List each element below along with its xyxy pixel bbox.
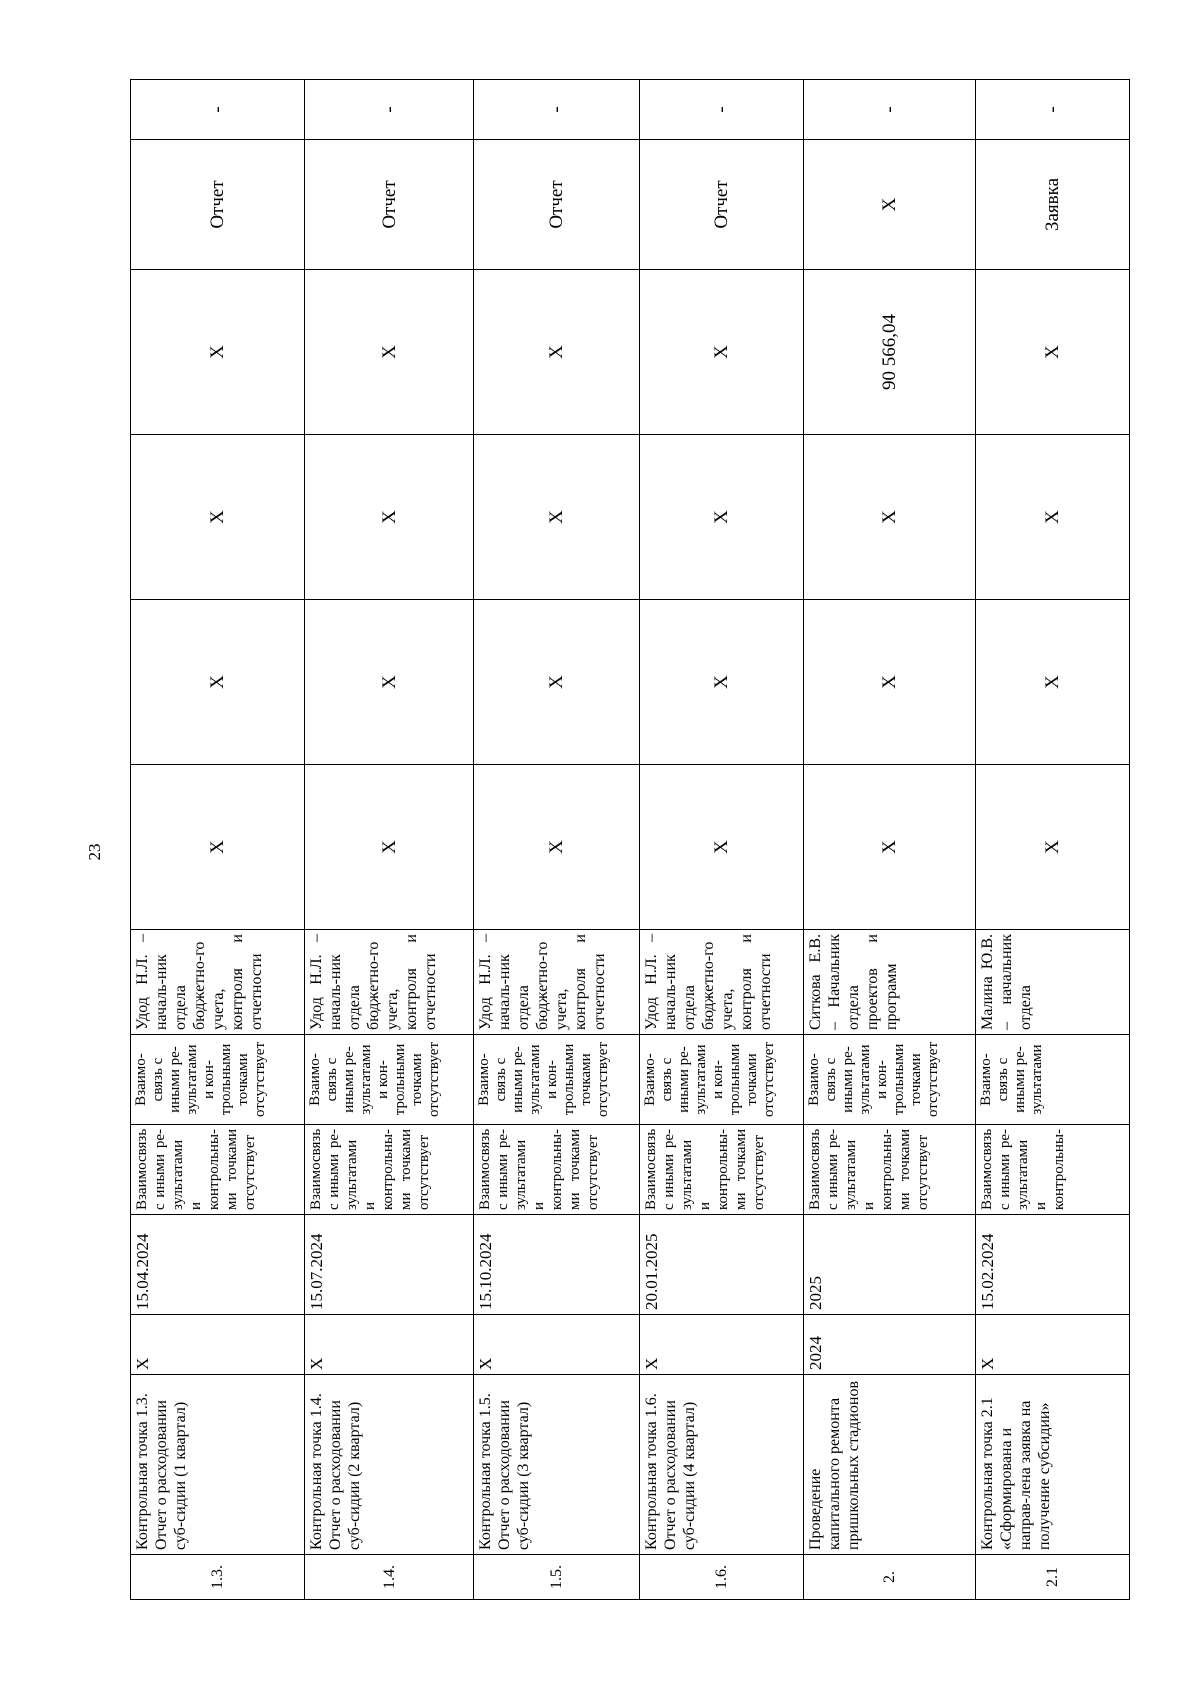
end-date: 2025: [804, 1215, 976, 1315]
page-number: 23: [85, 843, 104, 861]
last-column: -: [804, 80, 976, 140]
relationship-2: Взаимо-связь с иными ре-зультатами и кон-трольными точками отсутствует: [131, 1035, 305, 1125]
value-col-4: X: [976, 270, 1130, 435]
value-col-2: X: [976, 600, 1130, 765]
responsible-person: Удод Н.Л. – началь-ник отдела бюджетно-го учета, контроля и отчетности: [131, 930, 305, 1035]
table-row: [804, 80, 976, 1600]
row-name: Контрольная точка 2.1 «Сформирована и направ-лена заявка на получение субсидии»: [976, 1375, 1130, 1555]
value-col-4: X: [474, 270, 640, 435]
last-column: -: [976, 80, 1130, 140]
row-name: Контрольная точка 1.5. Отчет о расходовании суб-сидии (3 квартал): [474, 1375, 640, 1555]
relationship-1: Взаимосвязь с иными ре-зультатами и контрольны-ми точками отсутствует: [474, 1125, 640, 1215]
start-date: X: [976, 1315, 1130, 1375]
row-name: Контрольная точка 1.4. Отчет о расходовании суб-сидии (2 квартал): [305, 1375, 474, 1555]
start-date: X: [305, 1315, 474, 1375]
relationship-1: Взаимосвязь с иными ре-зультатами и контрольны-ми точками отсутствует: [804, 1125, 976, 1215]
responsible-person: Удод Н.Л. – началь-ник отдела бюджетно-го учета, контроля и отчетности: [305, 930, 474, 1035]
row-number: 1.3.: [131, 1555, 305, 1600]
value-col-3: X: [640, 435, 804, 600]
value-col-1: X: [976, 765, 1130, 930]
relationship-1: Взаимосвязь с иными ре-зультатами и контрольны-: [976, 1125, 1130, 1215]
value-col-3: X: [804, 435, 976, 600]
row-number: 1.6.: [640, 1555, 804, 1600]
last-column: -: [131, 80, 305, 140]
value-col-2: X: [640, 600, 804, 765]
value-col-3: X: [131, 435, 305, 600]
value-col-1: X: [640, 765, 804, 930]
table-row: [305, 80, 474, 1600]
row-number: 2.1: [976, 1555, 1130, 1600]
value-col-4: X: [131, 270, 305, 435]
document-type: Заявка: [976, 140, 1130, 270]
responsible-person: Удод Н.Л. – началь-ник отдела бюджетно-го учета, контроля и отчетности: [474, 930, 640, 1035]
value-col-4: X: [640, 270, 804, 435]
table-row: [474, 80, 640, 1600]
row-number: 2.: [804, 1555, 976, 1600]
responsible-person: Малина Ю.В. – начальник отдела: [976, 930, 1130, 1035]
document-type: Отчет: [305, 140, 474, 270]
start-date: X: [131, 1315, 305, 1375]
relationship-1: Взаимосвязь с иными ре-зультатами и контрольны-ми точками отсутствует: [305, 1125, 474, 1215]
table-row: [640, 80, 804, 1600]
value-col-4: X: [305, 270, 474, 435]
row-name: Контрольная точка 1.3. Отчет о расходовании суб-сидии (1 квартал): [131, 1375, 305, 1555]
start-date: X: [640, 1315, 804, 1375]
control-points-table: [130, 79, 1130, 1600]
value-col-1: X: [474, 765, 640, 930]
relationship-1: Взаимосвязь с иными ре-зультатами и контрольны-ми точками отсутствует: [640, 1125, 804, 1215]
responsible-person: Удод Н.Л. – началь-ник отдела бюджетно-го учета, контроля и отчетности: [640, 930, 804, 1035]
value-col-3: X: [305, 435, 474, 600]
relationship-2: Взаимо-связь с иными ре-зультатами и кон-трольными точками отсутствует: [474, 1035, 640, 1125]
relationship-1: Взаимосвязь с иными ре-зультатами и контрольны-ми точками отсутствует: [131, 1125, 305, 1215]
last-column: -: [640, 80, 804, 140]
value-col-2: X: [305, 600, 474, 765]
table-body: [131, 80, 1130, 1600]
start-date: 2024: [804, 1315, 976, 1375]
end-date: 20.01.2025: [640, 1215, 804, 1315]
document-type: Отчет: [474, 140, 640, 270]
last-column: -: [305, 80, 474, 140]
last-column: -: [474, 80, 640, 140]
value-col-1: X: [305, 765, 474, 930]
relationship-2: Взаимо-связь с иными ре-зультатами и кон-трольными точками отсутствует: [305, 1035, 474, 1125]
table-row: [976, 80, 1130, 1600]
row-name: Контрольная точка 1.6. Отчет о расходовании суб-сидии (4 квартал): [640, 1375, 804, 1555]
rotated-table-container: [130, 80, 1130, 1600]
value-col-2: X: [474, 600, 640, 765]
end-date: 15.07.2024: [305, 1215, 474, 1315]
row-name: Проведение капитального ремонта пришкольных стадионов: [804, 1375, 976, 1555]
start-date: X: [474, 1315, 640, 1375]
value-col-1: X: [131, 765, 305, 930]
value-col-4: 90 566,04: [804, 270, 976, 435]
value-col-1: X: [804, 765, 976, 930]
responsible-person: Ситкова Е.В. – Начальник отдела проектов и программ: [804, 930, 976, 1035]
row-number: 1.4.: [305, 1555, 474, 1600]
document-type: Отчет: [131, 140, 305, 270]
row-number: 1.5.: [474, 1555, 640, 1600]
end-date: 15.02.2024: [976, 1215, 1130, 1315]
relationship-2: Взаимо-связь с иными ре-зультатами и кон-трольными точками отсутствует: [804, 1035, 976, 1125]
value-col-2: X: [131, 600, 305, 765]
value-col-3: X: [976, 435, 1130, 600]
relationship-2: Взаимо-связь с иными ре-зультатами: [976, 1035, 1130, 1125]
relationship-2: Взаимо-связь с иными ре-зультатами и кон-трольными точками отсутствует: [640, 1035, 804, 1125]
document-type: X: [804, 140, 976, 270]
value-col-2: X: [804, 600, 976, 765]
document-type: Отчет: [640, 140, 804, 270]
value-col-3: X: [474, 435, 640, 600]
end-date: 15.10.2024: [474, 1215, 640, 1315]
table-row: [131, 80, 305, 1600]
end-date: 15.04.2024: [131, 1215, 305, 1315]
